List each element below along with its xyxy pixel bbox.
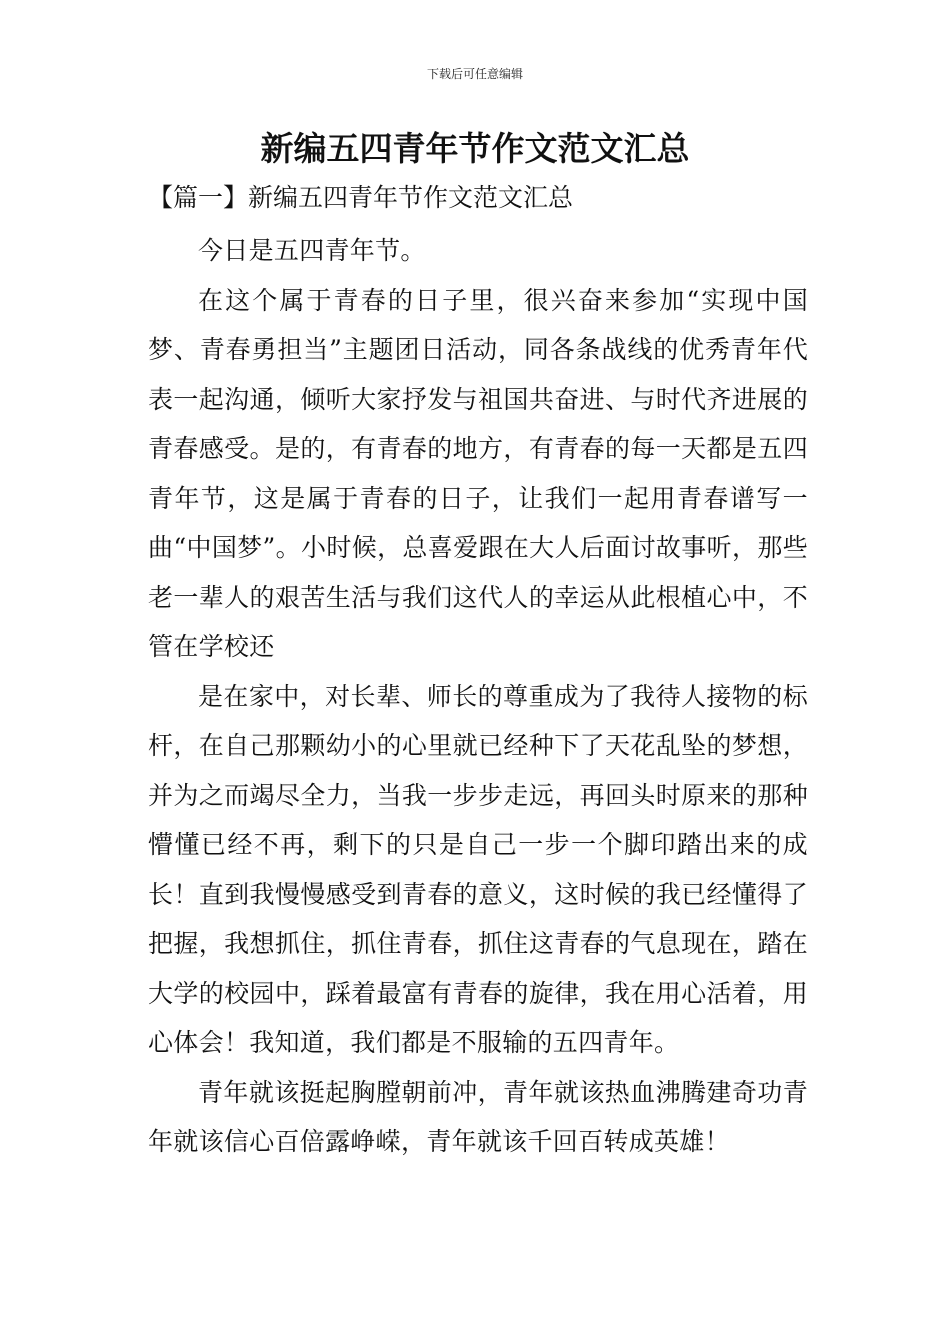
body-text: [148, 226, 808, 1167]
header-note: 下载后可任意编辑: [426, 67, 523, 81]
paragraph-1: 今日是五四青年节。: [198, 236, 426, 265]
paragraph-3: 是在家中，对长辈、师长的尊重成为了我待人接物的标杆，在自己那颗幼小的心里就已经种下了天花乱坠的梦想，并为之而竭尽全力，当我一步步走远，再回头时原来的那种懵懂已经不再，剩下的只是自己一步一个脚印踏出来的成长！直到我慢慢感受到青春的意义，这时候的我已经懂得了把握，我想抓住，抓住青春，抓住这青春的气息现在，踏在大学的校园中，踩着最富有青春的旋律，我在用心活着，用心体会！我知道，我们都是不服输的五四青年。: [148, 681, 808, 1057]
paragraph-4: 青年就该挺起胸膛朝前冲，青年就该热血沸腾建奇功青年就该信心百倍露峥嵘，青年就该千回百转成英雄！: [148, 1077, 808, 1156]
document-title: 新编五四青年节作文范文汇总: [260, 129, 690, 168]
section-heading: 【篇一】新编五四青年节作文范文汇总: [148, 183, 574, 212]
paragraph-2: 在这个属于青春的日子里，很兴奋来参加“实现中国梦、青春勇担当”主题团日活动，同各条战线的优秀青年代表一起沟通，倾听大家抒发与祖国共奋进、与时代齐进展的青春感受。是的，有青春的地方，有青春的每一天都是五四青年节，这是属于青春的日子，让我们一起用青春谱写一曲“中国梦”。小时候，总喜爱跟在大人后面讨故事听，那些老一辈人的艰苦生活与我们这代人的幸运从此根植心中，不管在学校还: [148, 285, 808, 661]
